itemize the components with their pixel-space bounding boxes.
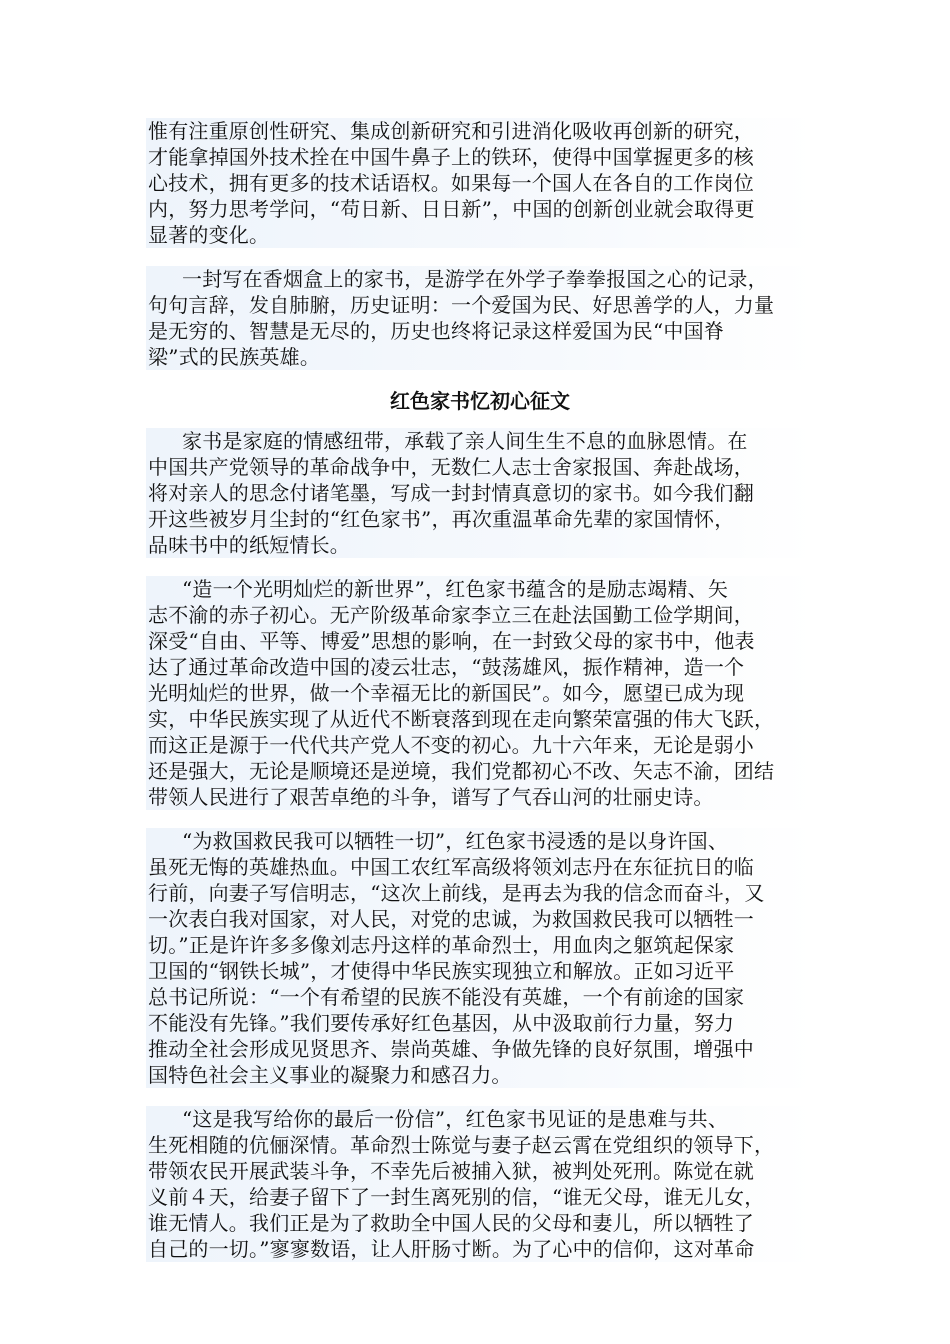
paragraph-line: “这是我写给你的最后一份信”，红色家书见证的是患难与共、 bbox=[146, 1106, 814, 1132]
paragraph-line: 而这正是源于一代代共产党人不变的初心。九十六年来，无论是弱小 bbox=[146, 732, 814, 758]
paragraph-line: 卫国的“钢铁长城”，才使得中华民族实现独立和解放。正如习近平 bbox=[146, 958, 814, 984]
paragraph-line: 家书是家庭的情感纽带，承载了亲人间生生不息的血脉恩情。在 bbox=[146, 428, 814, 454]
paragraph-line: 将对亲人的思念付诸笔墨，写成一封封情真意切的家书。如今我们翻 bbox=[146, 480, 814, 506]
paragraph-line: 推动全社会形成见贤思齐、崇尚英雄、争做先锋的良好氛围，增强中 bbox=[146, 1036, 814, 1062]
paragraph-line: 一封写在香烟盒上的家书，是游学在外学子拳拳报国之心的记录， bbox=[146, 266, 814, 292]
paragraph-line: 显著的变化。 bbox=[146, 222, 814, 248]
paragraph-line: 谁无情人。我们正是为了救助全中国人民的父母和妻儿，所以牺牲了 bbox=[146, 1210, 814, 1236]
paragraph bbox=[146, 828, 814, 1088]
document-body bbox=[146, 118, 814, 1280]
paragraph-line: 生死相随的伉俪深情。革命烈士陈觉与妻子赵云霄在党组织的领导下， bbox=[146, 1132, 814, 1158]
paragraph-line: 切。”正是许许多多像刘志丹这样的革命烈士，用血肉之躯筑起保家 bbox=[146, 932, 814, 958]
paragraph-line: 心技术，拥有更多的技术话语权。如果每一个国人在各自的工作岗位 bbox=[146, 170, 814, 196]
paragraph bbox=[146, 1106, 814, 1262]
paragraph-line: 志不渝的赤子初心。无产阶级革命家李立三在赴法国勤工俭学期间， bbox=[146, 602, 814, 628]
paragraph-line: 开这些被岁月尘封的“红色家书”，再次重温革命先辈的家国情怀， bbox=[146, 506, 814, 532]
paragraph-line: 行前，向妻子写信明志，“这次上前线，是再去为我的信念而奋斗，又 bbox=[146, 880, 814, 906]
paragraph-line: “造一个光明灿烂的新世界”，红色家书蕴含的是励志竭精、矢 bbox=[146, 576, 814, 602]
paragraph-line: 国特色社会主义事业的凝聚力和感召力。 bbox=[146, 1062, 814, 1088]
paragraph bbox=[146, 118, 814, 248]
paragraph-line: 句句言辞，发自肺腑，历史证明：一个爱国为民、好思善学的人，力量 bbox=[146, 292, 814, 318]
paragraph-line: 还是强大，无论是顺境还是逆境，我们党都初心不改、矢志不渝，团结 bbox=[146, 758, 814, 784]
paragraph-line: 自己的一切。”寥寥数语，让人肝肠寸断。为了心中的信仰，这对革命 bbox=[146, 1236, 814, 1262]
paragraph-line: 是无穷的、智慧是无尽的，历史也终将记录这样爱国为民“中国脊 bbox=[146, 318, 814, 344]
paragraph bbox=[146, 576, 814, 810]
paragraph-line: 义前４天，给妻子留下了一封生离死别的信，“谁无父母，谁无儿女， bbox=[146, 1184, 814, 1210]
paragraph-line: 总书记所说：“一个有希望的民族不能没有英雄，一个有前途的国家 bbox=[146, 984, 814, 1010]
paragraph-line: 梁”式的民族英雄。 bbox=[146, 344, 814, 370]
paragraph-line: 不能没有先锋。”我们要传承好红色基因，从中汲取前行力量，努力 bbox=[146, 1010, 814, 1036]
paragraph-line: 才能拿掉国外技术拴在中国牛鼻子上的铁环，使得中国掌握更多的核 bbox=[146, 144, 814, 170]
paragraph-line: 惟有注重原创性研究、集成创新研究和引进消化吸收再创新的研究， bbox=[146, 118, 814, 144]
paragraph-line: 光明灿烂的世界，做一个幸福无比的新国民”。如今，愿望已成为现 bbox=[146, 680, 814, 706]
paragraph-line: 虽死无悔的英雄热血。中国工农红军高级将领刘志丹在东征抗日的临 bbox=[146, 854, 814, 880]
paragraph-line: 实，中华民族实现了从近代不断衰落到现在走向繁荣富强的伟大飞跃， bbox=[146, 706, 814, 732]
paragraph-line: 达了通过革命改造中国的凌云壮志，“鼓荡雄风，振作精神，造一个 bbox=[146, 654, 814, 680]
paragraph-line: “为救国救民我可以牺牲一切”，红色家书浸透的是以身许国、 bbox=[146, 828, 814, 854]
paragraph-line: 带领农民开展武装斗争，不幸先后被捕入狱，被判处死刑。陈觉在就 bbox=[146, 1158, 814, 1184]
paragraph-line: 深受“自由、平等、博爱”思想的影响，在一封致父母的家书中，他表 bbox=[146, 628, 814, 654]
paragraph bbox=[146, 428, 814, 558]
paragraph-line: 品味书中的纸短情长。 bbox=[146, 532, 814, 558]
section-title: 红色家书忆初心征文 bbox=[390, 389, 570, 413]
paragraph bbox=[146, 266, 814, 370]
paragraph-line: 带领人民进行了艰苦卓绝的斗争，谱写了气吞山河的壮丽史诗。 bbox=[146, 784, 814, 810]
paragraph-line: 内，努力思考学问，“苟日新、日日新”，中国的创新创业就会取得更 bbox=[146, 196, 814, 222]
paragraph-line: 中国共产党领导的革命战争中，无数仁人志士舍家报国、奔赴战场， bbox=[146, 454, 814, 480]
paragraph-line: 一次表白我对国家，对人民，对党的忠诚，为救国救民我可以牺牲一 bbox=[146, 906, 814, 932]
